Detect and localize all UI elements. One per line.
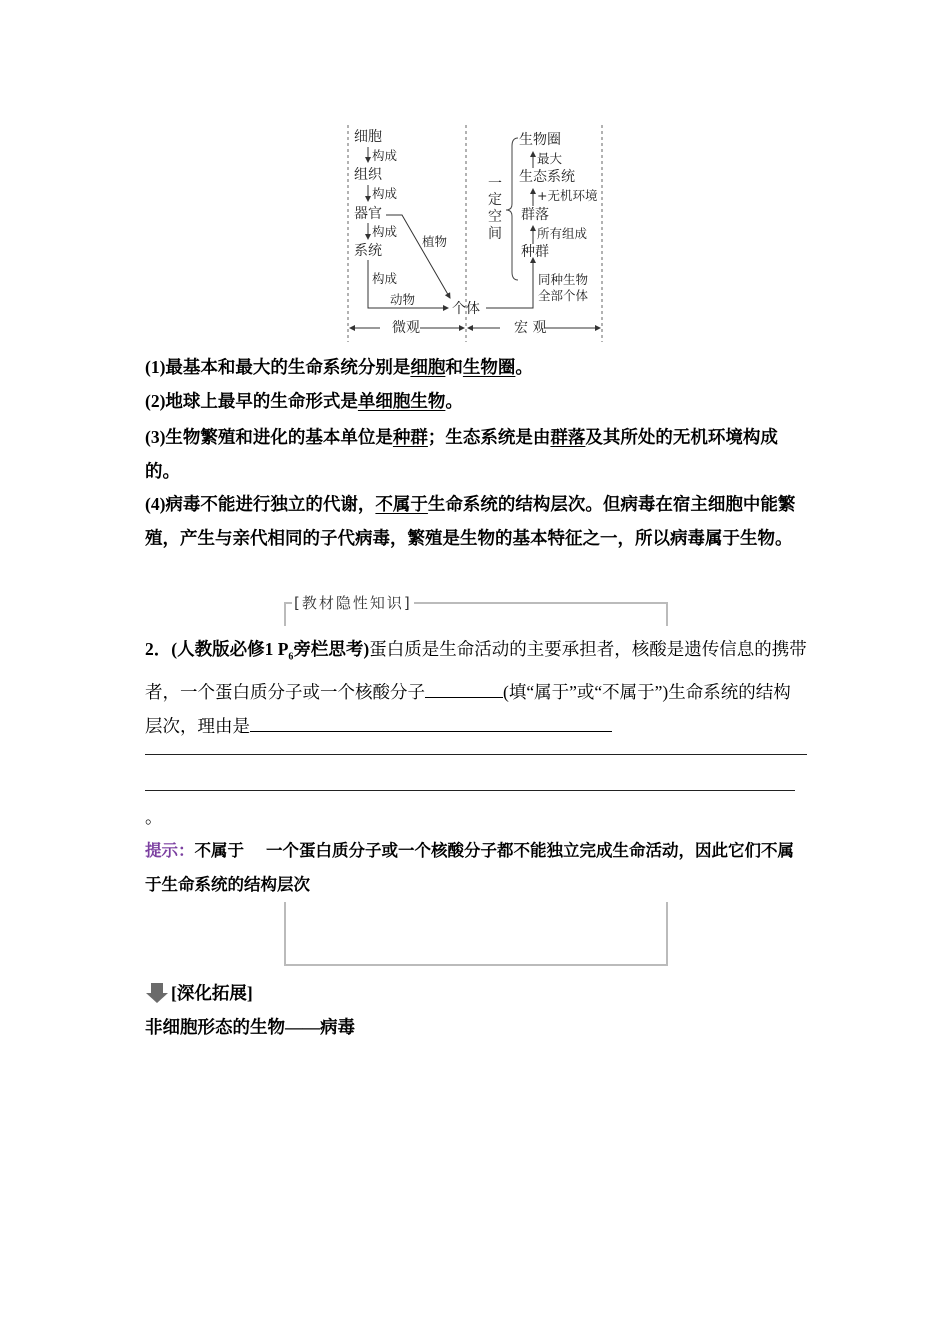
hint-label: 提示： [145,841,195,860]
answer-underlined: 不属于 [375,494,428,514]
text: 生命系统的结构层次。但病毒在宿主细胞中能繁殖，产生与亲代相同的子代病毒，繁殖是生物的基本特征之一，所以病毒属于生物。 [145,494,796,548]
text: (2)地球上最早的生命形式是 [145,391,358,411]
population-note: 全部个体 [538,288,589,303]
population-note: 同种生物 [538,272,589,287]
answer-underlined: 种群 [392,427,428,447]
question-source: (人教版必修1 $P_6$旁栏思考) [171,639,370,663]
plant-label: 植物 [422,234,448,249]
arrow-label: 构成 [372,224,398,239]
hidden-knowledge-box-bottom [284,902,668,966]
answer-underlined: 单细胞生物 [357,391,446,411]
answer-blank-1[interactable] [425,677,503,698]
hint-reason: 一个蛋白质分子或一个核酸分子都不能独立完成生命活动，因此它们不属于生命系统的结构层次 [145,841,794,894]
space-label: 定 [488,192,502,208]
axis-macro: 宏 观 [514,320,547,336]
level-community: 群落 [521,207,549,223]
space-label: 空 [488,209,502,225]
level-organ: 器官 [354,206,382,222]
extension-subtitle: 非细胞形态的生物——病毒 [145,1017,355,1037]
space-label: 一 [488,176,502,192]
arrow-label: 构成 [372,148,398,163]
question-2 [145,632,807,743]
text: 。 [445,391,463,411]
axis-micro: 微观 [392,320,420,336]
level-biosphere: 生物圈 [519,132,561,148]
level-ecosystem: 生态系统 [519,169,575,185]
point-1 [145,350,807,384]
arrow-label: 所有组成 [537,226,588,241]
hint-answer: 不属于 [194,841,244,860]
space-label: 间 [488,226,502,242]
answer-blank-2[interactable] [250,711,612,732]
arrow-label: 构成 [372,271,398,286]
arrow-label: +无机环境 [537,188,598,203]
text: (1)最基本和最大的生命系统分别是 [145,357,411,377]
extension-heading [145,980,253,1006]
hidden-knowledge-title: [教材隐性知识] [294,594,412,612]
question-text: (填“属于”或“不属于”)生命系统的结构层次，理由是 [145,681,791,736]
hint [145,834,807,902]
down-arrow-icon [145,981,169,1005]
text: (4)病毒不能进行独立的代谢， [145,494,376,514]
answer-line[interactable] [145,754,807,755]
text: ；生态系统是由 [427,427,551,447]
animal-label: 动物 [390,292,416,307]
answer-underlined: 群落 [550,427,586,447]
level-population: 种群 [521,244,549,260]
text: 。 [515,357,533,377]
answer-underlined: 细胞 [410,357,446,377]
level-cell: 细胞 [354,129,382,145]
answer-line[interactable] [145,790,795,791]
text: 和 [445,357,463,377]
point-3 [145,420,807,488]
level-system: 系统 [354,243,382,259]
text: 及其所处的无机环境构成的。 [145,427,778,481]
extension-title: [深化拓展] [171,983,253,1003]
question-end: 。 [145,807,163,827]
level-individual: 个体 [452,301,480,317]
point-2 [145,384,807,418]
answer-underlined: 生物圈 [462,357,516,377]
question-number: 2． [145,639,172,659]
point-4 [145,487,807,555]
life-system-diagram [340,120,610,345]
question-text: 蛋白质是生命活动的主要承担者，核酸是遗传信息的携带者，一个蛋白质分子或一个核酸分子 [145,639,807,702]
arrow-label: 最大 [537,151,563,166]
level-tissue: 组织 [354,167,382,183]
arrow-label: 构成 [372,186,398,201]
text: (3)生物繁殖和进化的基本单位是 [145,427,393,447]
